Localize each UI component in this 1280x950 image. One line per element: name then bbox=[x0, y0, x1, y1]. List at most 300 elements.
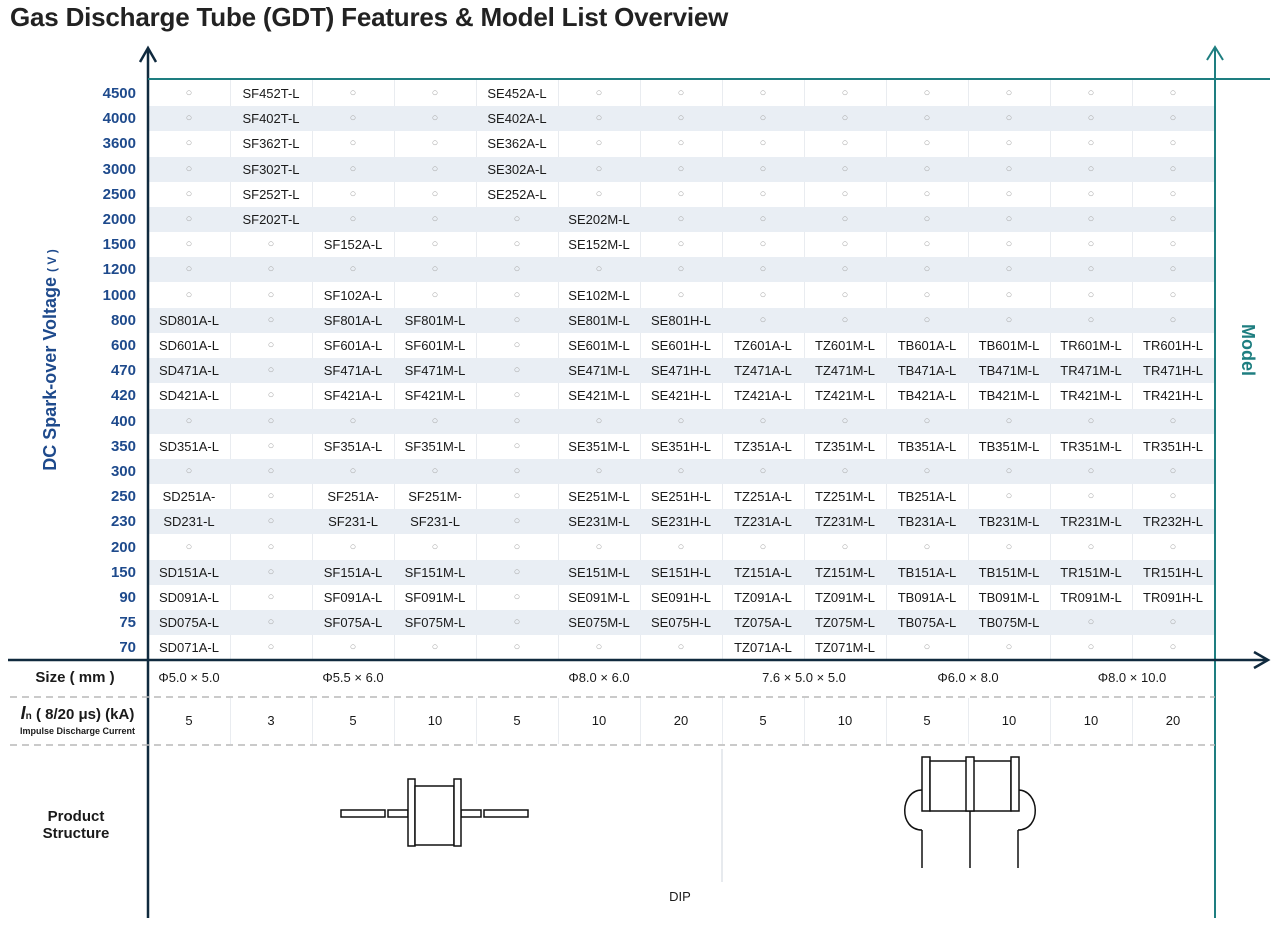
empty-marker: ○ bbox=[759, 87, 767, 99]
empty-marker: ○ bbox=[349, 465, 357, 477]
empty-marker: ○ bbox=[923, 187, 931, 200]
model-cell[interactable]: SD091A-L bbox=[159, 590, 219, 605]
model-cell[interactable]: SE091H-L bbox=[651, 590, 711, 605]
voltage-axis-unit: ( V ) bbox=[45, 249, 59, 272]
model-cell[interactable]: SF202T-L bbox=[242, 212, 300, 227]
empty-marker: ○ bbox=[1087, 87, 1095, 99]
model-cell[interactable]: SF421A-L bbox=[323, 388, 383, 404]
empty-marker: ○ bbox=[1087, 137, 1095, 150]
model-cell[interactable]: SF075A-L bbox=[323, 615, 383, 631]
empty-marker: ○ bbox=[513, 238, 521, 251]
empty-marker: ○ bbox=[1169, 87, 1177, 99]
model-cell[interactable]: TZ251M-L bbox=[815, 489, 875, 505]
model-cell[interactable]: SE075M-L bbox=[568, 615, 630, 631]
model-cell[interactable]: SF231-L bbox=[328, 514, 378, 530]
model-cell[interactable]: TZ071M-L bbox=[815, 640, 875, 656]
impulse-current-value: 10 bbox=[1001, 713, 1017, 728]
model-cell[interactable]: SF351M-L bbox=[404, 438, 466, 454]
empty-marker: ○ bbox=[841, 465, 849, 477]
model-cell[interactable]: TZ151M-L bbox=[815, 564, 875, 580]
package-type-label: DIP bbox=[669, 889, 691, 904]
empty-marker: ○ bbox=[349, 263, 357, 276]
empty-marker: ○ bbox=[759, 540, 767, 553]
model-cell[interactable]: TZ231A-L bbox=[734, 514, 792, 530]
model-cell[interactable]: SE421H-L bbox=[651, 388, 711, 404]
empty-marker: ○ bbox=[923, 137, 931, 150]
model-cell[interactable]: TZ091A-L bbox=[734, 590, 792, 605]
model-cell[interactable]: TZ351A-L bbox=[734, 438, 792, 454]
empty-marker: ○ bbox=[923, 641, 931, 654]
model-cell[interactable]: TR351M-L bbox=[1060, 438, 1122, 454]
empty-marker: ○ bbox=[841, 137, 849, 150]
empty-marker: ○ bbox=[185, 263, 193, 276]
model-cell[interactable]: TB091A-L bbox=[897, 590, 957, 605]
empty-marker: ○ bbox=[1169, 490, 1177, 503]
empty-marker: ○ bbox=[185, 238, 193, 251]
empty-marker: ○ bbox=[349, 213, 357, 225]
empty-marker: ○ bbox=[267, 313, 275, 326]
empty-marker: ○ bbox=[185, 162, 193, 175]
empty-marker: ○ bbox=[513, 641, 521, 654]
empty-marker: ○ bbox=[841, 313, 849, 326]
model-cell[interactable]: TR091M-L bbox=[1060, 590, 1122, 605]
empty-marker: ○ bbox=[1005, 465, 1013, 477]
voltage-label: 470 bbox=[110, 362, 136, 380]
model-cell[interactable]: TB151A-L bbox=[897, 564, 957, 580]
empty-marker: ○ bbox=[841, 112, 849, 125]
empty-marker: ○ bbox=[1005, 263, 1013, 276]
empty-marker: ○ bbox=[513, 339, 521, 351]
model-cell[interactable]: TB251A-L bbox=[897, 489, 957, 505]
empty-marker: ○ bbox=[677, 213, 685, 225]
empty-marker: ○ bbox=[513, 313, 521, 326]
empty-marker: ○ bbox=[349, 414, 357, 427]
empty-marker: ○ bbox=[923, 465, 931, 477]
empty-marker: ○ bbox=[431, 213, 439, 225]
empty-marker: ○ bbox=[677, 414, 685, 427]
model-cell[interactable]: TZ075M-L bbox=[815, 615, 875, 631]
size-cell: Φ6.0 × 8.0 bbox=[937, 670, 999, 685]
voltage-label: 4500 bbox=[102, 85, 136, 102]
model-cell[interactable]: TR601M-L bbox=[1060, 338, 1122, 353]
model-cell[interactable]: SF151A-L bbox=[323, 564, 383, 580]
empty-marker: ○ bbox=[841, 87, 849, 99]
model-cell[interactable]: SE231H-L bbox=[651, 514, 711, 530]
model-cell[interactable]: TR471M-L bbox=[1060, 363, 1122, 379]
model-cell[interactable]: TZ421A-L bbox=[734, 388, 792, 404]
empty-marker: ○ bbox=[677, 540, 685, 553]
empty-marker: ○ bbox=[1169, 238, 1177, 251]
model-cell[interactable]: SE302A-L bbox=[487, 161, 547, 177]
voltage-label: 800 bbox=[110, 311, 136, 329]
empty-marker: ○ bbox=[267, 439, 275, 452]
model-cell[interactable]: TB421A-L bbox=[897, 388, 957, 404]
empty-marker: ○ bbox=[431, 137, 439, 150]
empty-marker: ○ bbox=[841, 162, 849, 175]
model-cell[interactable]: TB231A-L bbox=[897, 514, 957, 530]
model-cell[interactable]: TR601H-L bbox=[1143, 338, 1203, 353]
empty-marker: ○ bbox=[1087, 288, 1095, 301]
model-cell[interactable]: TZ251A-L bbox=[734, 489, 792, 505]
model-cell[interactable]: TZ601M-L bbox=[815, 338, 875, 353]
empty-marker: ○ bbox=[185, 213, 193, 225]
size-cell: Φ8.0 × 6.0 bbox=[568, 670, 630, 685]
empty-marker: ○ bbox=[513, 565, 521, 578]
model-cell[interactable]: TZ351M-L bbox=[815, 438, 875, 454]
empty-marker: ○ bbox=[349, 540, 357, 553]
empty-marker: ○ bbox=[923, 313, 931, 326]
model-cell[interactable]: TB091M-L bbox=[978, 590, 1040, 605]
model-cell[interactable]: TZ471A-L bbox=[734, 363, 792, 379]
model-cell[interactable]: SE471M-L bbox=[568, 363, 630, 379]
impulse-current-value: 20 bbox=[1165, 713, 1181, 728]
model-cell[interactable]: SE231M-L bbox=[568, 514, 630, 530]
empty-marker: ○ bbox=[513, 490, 521, 503]
empty-marker: ○ bbox=[267, 339, 275, 351]
impulse-current-value: 10 bbox=[837, 713, 853, 728]
model-cell[interactable]: SE151M-L bbox=[568, 564, 630, 580]
empty-marker: ○ bbox=[923, 540, 931, 553]
empty-marker: ○ bbox=[595, 414, 603, 427]
radial-3-electrode-gdt-icon bbox=[905, 757, 1036, 868]
empty-marker: ○ bbox=[185, 288, 193, 301]
empty-marker: ○ bbox=[1005, 414, 1013, 427]
empty-marker: ○ bbox=[513, 515, 521, 528]
empty-marker: ○ bbox=[1005, 288, 1013, 301]
empty-marker: ○ bbox=[1169, 213, 1177, 225]
voltage-label: 1200 bbox=[102, 261, 136, 279]
impulse-current-value: 20 bbox=[673, 713, 689, 728]
empty-marker: ○ bbox=[513, 540, 521, 553]
model-cell[interactable]: SF091A-L bbox=[323, 590, 383, 605]
model-cell[interactable]: SF152A-L bbox=[323, 237, 383, 253]
model-cell[interactable]: SD251A- bbox=[162, 489, 216, 505]
empty-marker: ○ bbox=[595, 162, 603, 175]
voltage-label: 70 bbox=[119, 639, 136, 657]
voltage-label: 230 bbox=[110, 513, 136, 531]
empty-marker: ○ bbox=[923, 162, 931, 175]
empty-marker: ○ bbox=[513, 288, 521, 301]
model-cell[interactable]: SE251M-L bbox=[568, 489, 630, 505]
impulse-current-label bbox=[10, 704, 145, 726]
model-cell[interactable]: SE102M-L bbox=[568, 287, 630, 303]
impulse-current-sublabel: Impulse Discharge Current bbox=[19, 726, 136, 736]
impulse-current-value: 10 bbox=[591, 713, 607, 728]
empty-marker: ○ bbox=[841, 540, 849, 553]
empty-marker: ○ bbox=[1169, 414, 1177, 427]
empty-marker: ○ bbox=[1169, 313, 1177, 326]
empty-marker: ○ bbox=[1005, 238, 1013, 251]
empty-marker: ○ bbox=[185, 465, 193, 477]
model-cell[interactable]: TR151M-L bbox=[1060, 564, 1122, 580]
empty-marker: ○ bbox=[1087, 187, 1095, 200]
model-cell[interactable]: TR232H-L bbox=[1143, 514, 1203, 530]
empty-marker: ○ bbox=[431, 112, 439, 125]
model-cell[interactable]: TR351H-L bbox=[1143, 438, 1203, 454]
empty-marker: ○ bbox=[841, 263, 849, 276]
empty-marker: ○ bbox=[431, 540, 439, 553]
empty-marker: ○ bbox=[759, 162, 767, 175]
model-cell[interactable]: TZ231M-L bbox=[815, 514, 875, 530]
empty-marker: ○ bbox=[595, 263, 603, 276]
empty-marker: ○ bbox=[349, 187, 357, 200]
model-axis-arrow-icon bbox=[1207, 47, 1223, 60]
model-cell[interactable]: SF471A-L bbox=[323, 363, 383, 379]
empty-marker: ○ bbox=[1087, 263, 1095, 276]
model-cell[interactable]: TB351A-L bbox=[897, 438, 957, 454]
impulse-current-value: 5 bbox=[349, 713, 357, 728]
product-structure-line2: Structure bbox=[42, 825, 110, 842]
empty-marker: ○ bbox=[759, 263, 767, 276]
empty-marker: ○ bbox=[267, 414, 275, 427]
model-cell[interactable]: SF091M-L bbox=[404, 590, 466, 605]
empty-marker: ○ bbox=[759, 213, 767, 225]
model-cell[interactable]: SF252T-L bbox=[242, 186, 300, 202]
empty-marker: ○ bbox=[677, 641, 685, 654]
empty-marker: ○ bbox=[1087, 641, 1095, 654]
empty-marker: ○ bbox=[841, 414, 849, 427]
empty-marker: ○ bbox=[1005, 112, 1013, 125]
empty-marker: ○ bbox=[677, 187, 685, 200]
model-cell[interactable]: SF362T-L bbox=[242, 136, 300, 152]
model-cell[interactable]: SD151A-L bbox=[159, 564, 219, 580]
empty-marker: ○ bbox=[1005, 87, 1013, 99]
model-cell[interactable]: SF421M-L bbox=[404, 388, 466, 404]
empty-marker: ○ bbox=[267, 465, 275, 477]
model-cell[interactable]: SE252A-L bbox=[487, 186, 547, 202]
empty-marker: ○ bbox=[267, 591, 275, 603]
impulse-current-value: 5 bbox=[185, 713, 193, 728]
model-cell[interactable]: TB421M-L bbox=[978, 388, 1040, 404]
empty-marker: ○ bbox=[431, 87, 439, 99]
model-cell[interactable]: TZ471M-L bbox=[815, 363, 875, 379]
model-cell[interactable]: TB075M-L bbox=[978, 615, 1040, 631]
model-cell[interactable]: TB601M-L bbox=[978, 338, 1040, 353]
empty-marker: ○ bbox=[431, 641, 439, 654]
empty-marker: ○ bbox=[677, 112, 685, 125]
empty-marker: ○ bbox=[185, 112, 193, 125]
empty-marker: ○ bbox=[595, 465, 603, 477]
empty-marker: ○ bbox=[1087, 162, 1095, 175]
empty-marker: ○ bbox=[677, 238, 685, 251]
empty-marker: ○ bbox=[1169, 465, 1177, 477]
empty-marker: ○ bbox=[841, 213, 849, 225]
empty-marker: ○ bbox=[1005, 213, 1013, 225]
empty-marker: ○ bbox=[1005, 162, 1013, 175]
empty-marker: ○ bbox=[841, 187, 849, 200]
model-cell[interactable]: SF075M-L bbox=[404, 615, 466, 631]
empty-marker: ○ bbox=[1087, 313, 1095, 326]
empty-marker: ○ bbox=[349, 641, 357, 654]
size-row-label: Size ( mm ) bbox=[35, 669, 115, 686]
model-cell[interactable]: SE251H-L bbox=[651, 489, 711, 505]
empty-marker: ○ bbox=[513, 364, 521, 377]
model-cell[interactable]: SF251M- bbox=[408, 489, 462, 505]
model-cell[interactable]: SD471A-L bbox=[159, 363, 219, 379]
empty-marker: ○ bbox=[677, 162, 685, 175]
model-cell[interactable]: TZ151A-L bbox=[734, 564, 792, 580]
model-cell[interactable]: TB151M-L bbox=[978, 564, 1040, 580]
empty-marker: ○ bbox=[595, 137, 603, 150]
empty-marker: ○ bbox=[431, 414, 439, 427]
empty-marker: ○ bbox=[185, 137, 193, 150]
model-cell[interactable]: SE351M-L bbox=[568, 438, 630, 454]
model-cell[interactable]: SF231-L bbox=[410, 514, 460, 530]
voltage-label: 200 bbox=[110, 538, 136, 556]
model-cell[interactable]: SF801A-L bbox=[323, 312, 383, 328]
model-cell[interactable]: SD231-L bbox=[163, 514, 215, 530]
size-cell: Φ5.5 × 6.0 bbox=[322, 670, 384, 685]
empty-marker: ○ bbox=[349, 112, 357, 125]
empty-marker: ○ bbox=[1169, 616, 1177, 629]
model-cell[interactable]: SF351A-L bbox=[323, 438, 383, 454]
model-cell[interactable]: SE075H-L bbox=[651, 615, 711, 631]
model-cell[interactable]: SF151M-L bbox=[404, 564, 466, 580]
empty-marker: ○ bbox=[1087, 112, 1095, 125]
model-cell[interactable]: SD351A-L bbox=[159, 438, 219, 454]
model-cell[interactable]: SD601A-L bbox=[159, 338, 219, 353]
empty-marker: ○ bbox=[431, 263, 439, 276]
model-cell[interactable]: SD071A-L bbox=[159, 640, 219, 656]
impulse-current-unit: ( 8/20 μs) (kA) bbox=[35, 706, 135, 723]
model-cell[interactable]: SE351H-L bbox=[651, 438, 711, 454]
empty-marker: ○ bbox=[595, 112, 603, 125]
model-cell[interactable]: TR151H-L bbox=[1143, 564, 1203, 580]
model-cell[interactable]: SF402T-L bbox=[242, 111, 300, 127]
empty-marker: ○ bbox=[431, 465, 439, 477]
voltage-label: 2500 bbox=[102, 185, 136, 203]
model-cell[interactable]: TB231M-L bbox=[978, 514, 1040, 530]
empty-marker: ○ bbox=[923, 87, 931, 99]
empty-marker: ○ bbox=[431, 288, 439, 301]
model-cell[interactable]: TZ075A-L bbox=[734, 615, 792, 631]
voltage-label: 1000 bbox=[102, 286, 136, 304]
impulse-current-value: 5 bbox=[759, 713, 767, 728]
empty-marker: ○ bbox=[267, 263, 275, 276]
empty-marker: ○ bbox=[1087, 616, 1095, 629]
empty-marker: ○ bbox=[267, 389, 275, 402]
model-cell[interactable]: SE452A-L bbox=[487, 86, 547, 101]
model-cell[interactable]: SE091M-L bbox=[568, 590, 630, 605]
impulse-current-value: 5 bbox=[923, 713, 931, 728]
model-cell[interactable]: TR471H-L bbox=[1143, 363, 1203, 379]
model-cell[interactable]: SE152M-L bbox=[568, 237, 630, 253]
empty-marker: ○ bbox=[1169, 263, 1177, 276]
empty-marker: ○ bbox=[923, 263, 931, 276]
model-cell[interactable]: SF452T-L bbox=[242, 86, 300, 101]
voltage-label: 2000 bbox=[102, 211, 136, 228]
empty-marker: ○ bbox=[759, 465, 767, 477]
empty-marker: ○ bbox=[677, 465, 685, 477]
voltage-axis-arrow-icon bbox=[140, 48, 156, 62]
empty-marker: ○ bbox=[595, 641, 603, 654]
model-cell[interactable]: TR091H-L bbox=[1143, 590, 1203, 605]
model-cell[interactable]: SD075A-L bbox=[159, 615, 219, 631]
model-cell[interactable]: TZ071A-L bbox=[734, 640, 792, 656]
empty-marker: ○ bbox=[1169, 187, 1177, 200]
model-cell[interactable]: SF251A- bbox=[327, 489, 379, 505]
model-cell[interactable]: SF302T-L bbox=[242, 161, 300, 177]
empty-marker: ○ bbox=[513, 213, 521, 225]
empty-marker: ○ bbox=[267, 364, 275, 377]
model-cell[interactable]: SE402A-L bbox=[487, 111, 547, 127]
model-cell[interactable]: SE202M-L bbox=[568, 212, 630, 227]
empty-marker: ○ bbox=[513, 414, 521, 427]
empty-marker: ○ bbox=[677, 87, 685, 99]
model-cell[interactable]: TZ091M-L bbox=[815, 590, 875, 605]
empty-marker: ○ bbox=[1005, 187, 1013, 200]
model-cell[interactable]: TZ601A-L bbox=[734, 338, 792, 353]
model-cell[interactable]: SD801A-L bbox=[159, 312, 219, 328]
model-cell[interactable]: SE601M-L bbox=[568, 338, 630, 353]
empty-marker: ○ bbox=[841, 288, 849, 301]
voltage-label: 150 bbox=[110, 563, 136, 581]
horizontal-axis-arrow-icon bbox=[1254, 652, 1268, 668]
model-cell[interactable]: SE362A-L bbox=[487, 136, 547, 152]
model-cell[interactable]: TB075A-L bbox=[897, 615, 957, 631]
empty-marker: ○ bbox=[595, 187, 603, 200]
empty-marker: ○ bbox=[759, 238, 767, 251]
empty-marker: ○ bbox=[1005, 641, 1013, 654]
empty-marker: ○ bbox=[185, 187, 193, 200]
model-cell[interactable]: TB471A-L bbox=[897, 363, 957, 379]
model-cell[interactable]: SE471H-L bbox=[651, 363, 711, 379]
model-cell[interactable]: TR421H-L bbox=[1143, 388, 1203, 404]
voltage-label: 600 bbox=[110, 337, 136, 354]
voltage-label: 75 bbox=[119, 614, 136, 632]
empty-marker: ○ bbox=[923, 288, 931, 301]
empty-marker: ○ bbox=[923, 213, 931, 225]
empty-marker: ○ bbox=[759, 414, 767, 427]
model-cell[interactable]: SF471M-L bbox=[404, 363, 466, 379]
model-cell[interactable]: TB601A-L bbox=[897, 338, 957, 353]
empty-marker: ○ bbox=[923, 414, 931, 427]
model-cell[interactable]: SE421M-L bbox=[568, 388, 630, 404]
model-cell[interactable]: SE601H-L bbox=[651, 338, 711, 353]
empty-marker: ○ bbox=[1005, 313, 1013, 326]
model-cell[interactable]: TB351M-L bbox=[978, 438, 1040, 454]
empty-marker: ○ bbox=[759, 112, 767, 125]
empty-marker: ○ bbox=[677, 137, 685, 150]
empty-marker: ○ bbox=[349, 137, 357, 150]
voltage-label: 3600 bbox=[102, 135, 136, 153]
model-cell[interactable]: TZ421M-L bbox=[815, 388, 875, 404]
empty-marker: ○ bbox=[431, 187, 439, 200]
model-cell[interactable]: SF601M-L bbox=[404, 338, 466, 353]
empty-marker: ○ bbox=[1169, 137, 1177, 150]
empty-marker: ○ bbox=[759, 313, 767, 326]
model-cell[interactable]: SF801M-L bbox=[404, 312, 466, 328]
model-cell[interactable]: TB471M-L bbox=[978, 363, 1040, 379]
impulse-current-subscript: n bbox=[25, 711, 32, 722]
model-cell[interactable]: SF601A-L bbox=[323, 338, 383, 353]
model-cell[interactable]: SE151H-L bbox=[651, 564, 711, 580]
empty-marker: ○ bbox=[1005, 490, 1013, 503]
empty-marker: ○ bbox=[841, 238, 849, 251]
model-cell[interactable]: SE801H-L bbox=[651, 312, 711, 328]
model-cell[interactable]: SF102A-L bbox=[323, 287, 383, 303]
empty-marker: ○ bbox=[513, 439, 521, 452]
model-cell[interactable]: TR421M-L bbox=[1060, 388, 1122, 404]
model-cell[interactable]: TR231M-L bbox=[1060, 514, 1122, 530]
model-cell[interactable]: SE801M-L bbox=[568, 312, 630, 328]
size-cell: 7.6 × 5.0 × 5.0 bbox=[762, 670, 846, 685]
empty-marker: ○ bbox=[1005, 540, 1013, 553]
impulse-current-value: 3 bbox=[267, 713, 275, 728]
model-cell[interactable]: SD421A-L bbox=[159, 388, 219, 404]
voltage-label: 350 bbox=[110, 437, 136, 455]
empty-marker: ○ bbox=[595, 87, 603, 99]
